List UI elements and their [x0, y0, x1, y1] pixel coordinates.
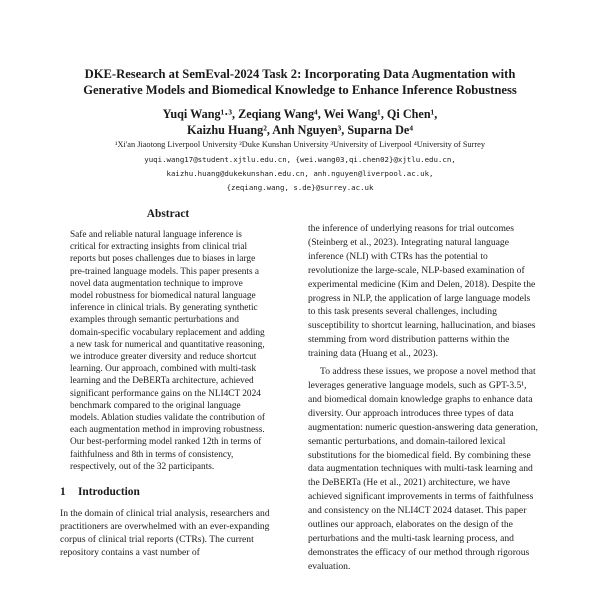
abstract-heading: Abstract [146, 208, 190, 220]
email-line-1: yuqi.wang17@student.xjtlu.edu.cn, {wei.wang03,qi.chen02}@xjtlu.edu.cn, [144, 155, 456, 164]
right-column [308, 222, 540, 574]
authors-line-1: Yuqi Wang¹·³, Zeqiang Wang⁴, Wei Wang¹, Qi Chen¹, [162, 107, 438, 121]
abstract-text: Safe and reliable natural language inference is critical for extracting insights from clinical trial reports but poses challenges due to biases in large pre-trained language models. This paper presents a novel data augmentation technique to improve model robustness for biomedical natural language inference in clinical trials. By generating synthetic examples through semantic perturbations and domain-specific vocabulary replacement and adding a new task for numerical and quantitative reasoning, we introduce greater diversity and reduce shortcut learning. Our approach, combined with multi-task learning and the DeBERTa architecture, achieved significant performance gains on the NLI4CT 2024 benchmark compared to the original language models. Ablation studies validate the contribution of each augmentation method in improving robustness. Our best-performing model ranked 12th in terms of faithfulness and 8th in terms of consistency, respectively, out of the 32 participants. [70, 230, 265, 472]
email-line-2: kaizhu.huang@dukekunshan.edu.cn, anh.nguyen@liverpool.ac.uk, [166, 169, 434, 178]
intro-paragraph-method: To address these issues, we propose a novel method that leverages generative language models, such as GPT-3.5¹, and biomedical domain knowledge graphs to enhance data diversity. Our approach introduces three types of data augmentation: numeric question-answering data generation, semantic perturbations, and domain-tailored lexical substitutions for the biomedical field. By combining these data augmentation techniques with multi-task learning and the DeBERTa (He et al., 2021) architecture, we have achieved significant improvements in terms of faithfulness and consistency on the NLI4CT 2024 dataset. This paper outlines our approach, elaborates on the design of the perturbations and the multi-task learning process, and demonstrates the efficacy of our method through rigorous evaluation. [308, 366, 538, 572]
paper-title: DKE-Research at SemEval-2024 Task 2: Incorporating Data Augmentation with Generative Models and Biomedical Knowledge to Enhance Inference Robustness [83, 67, 517, 97]
authors-line-2: Kaizhu Huang², Anh Nguyen³, Suparna De⁴ [187, 123, 413, 137]
intro-paragraph-continued: the inference of underlying reasons for trial outcomes (Steinberg et al., 2023). Integrating natural language inference (NLI) with CTRs has the potential to revolutionize the large-scale, NLP-based examination of experimental medicine (Kim and Delen, 2018). Despite the progress in NLP, the application of large language models to this task presents several challenges, including susceptibility to shortcut learning, hallucination, and biases stemming from word distribution patterns within the training data (Huang et al., 2023). [308, 223, 536, 360]
section-title: Introduction [78, 486, 140, 499]
affiliations: ¹Xi'an Jiaotong Liverpool University ²Duke Kunshan University ³University of Liverpool ⁴University of Surrey [115, 140, 485, 149]
author-list [60, 106, 540, 138]
email-line-3: {zeqiang.wang, s.de}@surrey.ac.uk [226, 183, 374, 192]
left-column [60, 207, 276, 559]
section-number: 1 [60, 486, 66, 499]
section-heading-introduction [60, 485, 276, 499]
introduction-text: In the domain of clinical trial analysis, researchers and practitioners are overwhelmed with an ever-expanding corpus of clinical trial reports (CTRs). The current repository contains a vast number of [60, 508, 270, 559]
